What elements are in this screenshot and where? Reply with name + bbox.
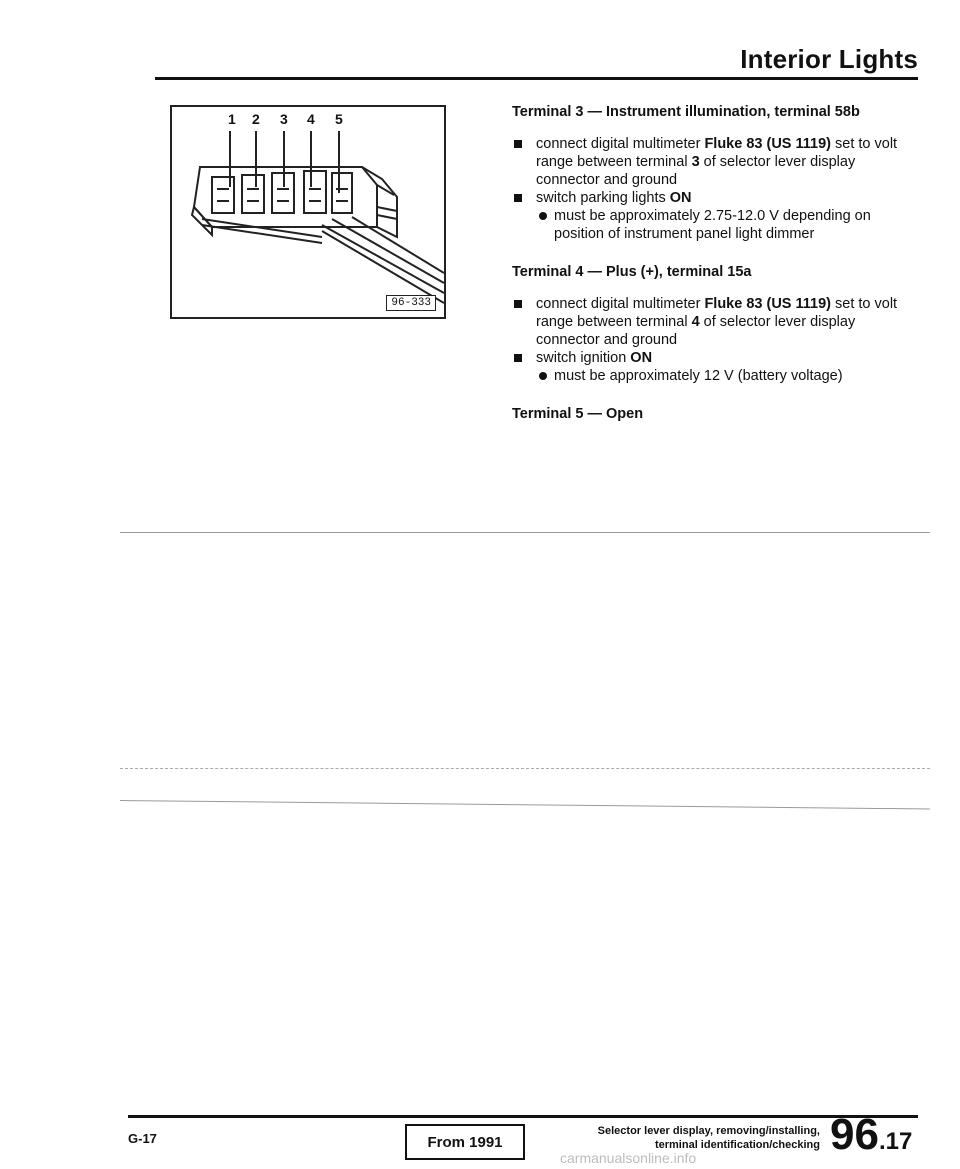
bullet-square-icon [514, 300, 522, 308]
pin-label-3: 3 [280, 111, 288, 127]
section-heading: Terminal 3 — Instrument illumination, terminal 58b [512, 104, 860, 120]
instructions-column [512, 103, 912, 443]
pin-label-4: 4 [307, 111, 315, 127]
footer-description-line: terminal identification/checking [654, 1139, 820, 1151]
page-number-major: 96 [830, 1110, 879, 1159]
divider-line [120, 800, 930, 809]
pin-label-5: 5 [335, 111, 343, 127]
pin-label-2: 2 [252, 111, 260, 127]
bullet-item: connect digital multimeter Fluke 83 (US 1119) set to volt range between terminal 4 of selector lever display connector and ground [512, 295, 912, 349]
watermark: carmanualsonline.info [560, 1150, 697, 1166]
bullet-dot-icon [539, 212, 547, 220]
page-code: G-17 [128, 1131, 157, 1146]
model-year-box: From 1991 [405, 1124, 525, 1160]
connector-drawing [172, 107, 444, 317]
divider-line [120, 768, 930, 769]
figure-reference: 96-333 [386, 295, 436, 311]
bullet-square-icon [514, 354, 522, 362]
section-heading: Terminal 4 — Plus (+), terminal 15a [512, 264, 752, 280]
connector-figure [170, 105, 446, 319]
sub-bullet-item: must be approximately 12 V (battery voltage) [512, 367, 912, 385]
section-terminal-3 [512, 103, 912, 243]
section-terminal-4 [512, 263, 912, 385]
bullet-item: switch parking lights ON [512, 189, 912, 207]
footer-rule [128, 1115, 918, 1118]
divider-line [120, 532, 930, 533]
bullet-square-icon [514, 194, 522, 202]
header-rule [155, 77, 918, 80]
bullet-dot-icon [539, 372, 547, 380]
bullet-square-icon [514, 140, 522, 148]
footer-description [550, 1124, 820, 1152]
page-number [830, 1110, 912, 1160]
pin-label-1: 1 [228, 111, 236, 127]
page-number-minor: .17 [878, 1128, 913, 1155]
bullet-item: connect digital multimeter Fluke 83 (US 1119) set to volt range between terminal 3 of selector lever display connector and ground [512, 135, 912, 189]
section-terminal-5 [512, 405, 912, 423]
section-heading: Terminal 5 — Open [512, 406, 644, 422]
footer-description-line: Selector lever display, removing/installing, [597, 1125, 820, 1137]
bullet-item: switch ignition ON [512, 349, 912, 367]
sub-bullet-item: must be approximately 2.75-12.0 V depending on position of instrument panel light dimmer [512, 207, 912, 243]
page-title: Interior Lights [740, 44, 918, 74]
